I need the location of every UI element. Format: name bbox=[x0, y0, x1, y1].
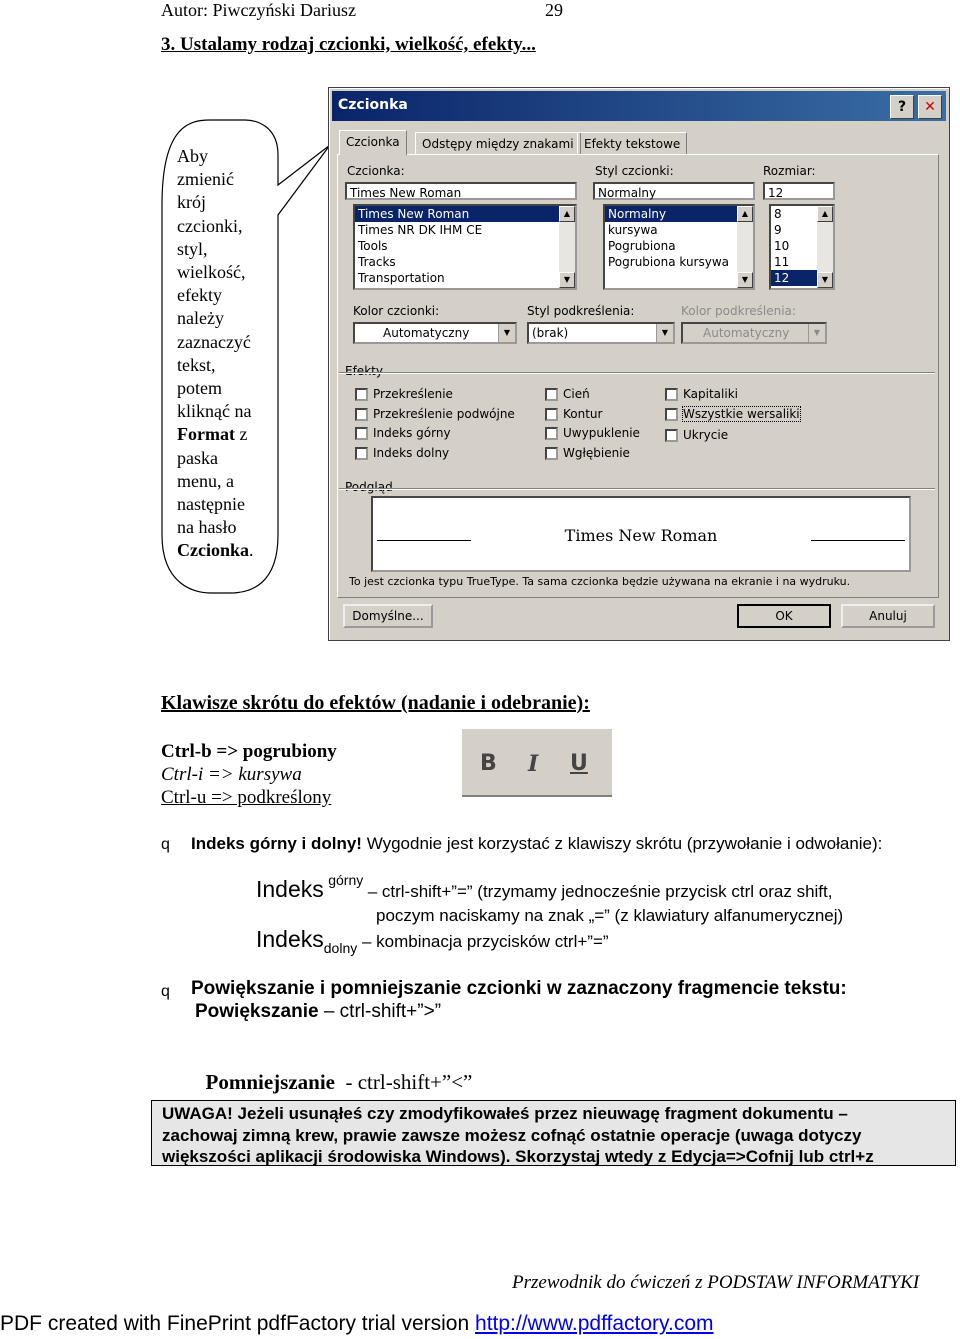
callout-line: tekst, bbox=[177, 354, 216, 375]
truetype-note: To jest czcionka typu TrueType. Ta sama czcionka będzie używana na ekranie i na wydruku. bbox=[349, 575, 851, 588]
effect-label: Ukrycie bbox=[683, 428, 729, 442]
color-select[interactable] bbox=[353, 322, 517, 344]
callout-fragment: . bbox=[249, 540, 254, 561]
superscript-desc2: poczym naciskamy na znak „=” (z klawiatury alfanumerycznej) bbox=[376, 906, 844, 925]
effects-divider bbox=[339, 372, 935, 374]
indexes-rest: Wygodnie jest korzystać z klawiszy skrótu (przywołanie i odwołanie): bbox=[361, 834, 883, 853]
pdf-link[interactable]: http://www.pdffactory.com bbox=[475, 1312, 714, 1335]
effect-label: Indeks górny bbox=[373, 426, 451, 440]
subscript-label: dolny bbox=[323, 940, 358, 956]
note-line: zachowaj zimną krew, prawie zawsze możesz cofnąć ostatnie operacje (uwaga dotyczy bbox=[162, 1125, 862, 1145]
effect-label: Wszystkie wersaliki bbox=[683, 407, 800, 421]
callout-line bbox=[177, 423, 273, 446]
footer-guide: Przewodnik do ćwiczeń z PODSTAW INFORMATYKI bbox=[512, 1272, 920, 1293]
double-strikethrough-checkbox[interactable] bbox=[355, 408, 368, 421]
callout-line: Aby bbox=[177, 146, 208, 166]
style-label: Styl czcionki: bbox=[595, 164, 674, 178]
underline-value: (brak) bbox=[532, 326, 569, 340]
list-item[interactable]: kursywa bbox=[608, 223, 658, 237]
callout-line: należy bbox=[177, 308, 224, 329]
callout-line bbox=[177, 539, 273, 562]
outline-checkbox[interactable] bbox=[545, 408, 558, 421]
shrink-line bbox=[195, 1045, 472, 1095]
preview-text: Times New Roman bbox=[564, 526, 718, 545]
index-word: Indeks bbox=[256, 876, 324, 902]
section-title: 3. Ustalamy rodzaj czcionki, wielkość, efekty... bbox=[161, 34, 536, 55]
tab-czcionka[interactable]: Czcionka bbox=[339, 130, 407, 155]
pdf-footer bbox=[0, 1312, 714, 1336]
scroll-up-icon[interactable]: ▲ bbox=[737, 206, 753, 222]
callout-line: na hasło bbox=[177, 517, 237, 538]
chevron-down-icon[interactable]: ▼ bbox=[808, 324, 825, 342]
format-toolbar bbox=[462, 728, 612, 797]
bold-button[interactable]: B bbox=[480, 751, 497, 776]
effect-label: Uwypuklenie bbox=[563, 426, 640, 440]
note-line: UWAGA! Jeżeli usunąłeś czy zmodyfikowałeś przez nieuwagę fragment dokumentu – bbox=[162, 1104, 848, 1123]
bullet-icon: q bbox=[161, 983, 170, 1000]
close-button[interactable]: ✕ bbox=[918, 95, 942, 119]
effect-label: Przekreślenie podwójne bbox=[373, 407, 515, 421]
effect-label: Kapitaliki bbox=[683, 387, 738, 401]
superscript-label: górny bbox=[328, 872, 364, 888]
emboss-checkbox[interactable] bbox=[545, 427, 558, 440]
preview-box bbox=[371, 496, 911, 572]
enlarge-line bbox=[195, 1001, 441, 1023]
callout-text bbox=[177, 145, 273, 563]
chevron-down-icon[interactable]: ▼ bbox=[656, 324, 673, 342]
callout-line: potem bbox=[177, 378, 222, 399]
callout-line: wielkość, bbox=[177, 262, 246, 283]
list-item[interactable]: Transportation bbox=[358, 271, 445, 285]
subscript-desc: – kombinacja przycisków ctrl+”=” bbox=[357, 932, 609, 951]
ok-button[interactable]: OK bbox=[737, 604, 831, 628]
style-list[interactable] bbox=[603, 204, 755, 290]
chevron-down-icon[interactable]: ▼ bbox=[498, 324, 515, 342]
font-list[interactable] bbox=[353, 204, 577, 290]
shrink-shortcut: - ctrl-shift+”<” bbox=[334, 1070, 473, 1094]
effect-label: Przekreślenie bbox=[373, 387, 453, 401]
font-label: Czcionka: bbox=[347, 164, 405, 178]
superscript-desc: – ctrl-shift+”=” (trzymamy jednocześnie przycisk ctrl oraz shift, bbox=[367, 882, 833, 901]
callout-line: styl, bbox=[177, 238, 208, 259]
shadow-checkbox[interactable] bbox=[545, 388, 558, 401]
scroll-down-icon[interactable]: ▼ bbox=[559, 272, 575, 288]
cancel-button[interactable]: Anuluj bbox=[841, 604, 935, 628]
underline-label: Styl podkreślenia: bbox=[527, 304, 635, 318]
tab-efekty-tekstowe[interactable]: Efekty tekstowe bbox=[577, 132, 687, 155]
strikethrough-checkbox[interactable] bbox=[355, 388, 368, 401]
help-button[interactable]: ? bbox=[890, 95, 914, 119]
callout-fragment: z bbox=[234, 424, 248, 445]
default-button[interactable]: Domyślne... bbox=[343, 604, 433, 628]
scroll-down-icon[interactable]: ▼ bbox=[817, 272, 833, 288]
size-label: Rozmiar: bbox=[763, 164, 816, 178]
effects-label: Efekty bbox=[345, 364, 383, 378]
enlarge-shortcut: – ctrl-shift+”>” bbox=[318, 1001, 442, 1022]
small-caps-checkbox[interactable] bbox=[665, 388, 678, 401]
indexes-bold: Indeks górny i dolny! bbox=[191, 834, 362, 853]
underline-color-select[interactable] bbox=[681, 322, 827, 344]
effect-label: Kontur bbox=[563, 407, 603, 421]
list-item[interactable]: Tools bbox=[358, 239, 388, 253]
note-line: większości aplikacji środowiska Windows). Skorzystaj wtedy z Edycja=>Cofnij lub ctrl+z bbox=[162, 1147, 874, 1166]
callout-line: zmienić bbox=[177, 169, 234, 190]
index-word: Indeks bbox=[256, 926, 324, 952]
color-value: Automatyczny bbox=[383, 326, 470, 340]
scroll-down-icon[interactable]: ▼ bbox=[737, 272, 753, 288]
engrave-checkbox[interactable] bbox=[545, 447, 558, 460]
shortcut-italic: Ctrl-i => kursywa bbox=[161, 764, 302, 785]
size-list[interactable] bbox=[769, 204, 835, 290]
pdf-note: PDF created with FinePrint pdfFactory trial version bbox=[0, 1312, 476, 1335]
page-number: 29 bbox=[545, 0, 563, 20]
subscript-line bbox=[256, 926, 609, 956]
font-dialog bbox=[328, 87, 950, 641]
list-item[interactable]: Times NR DK IHM CE bbox=[358, 223, 483, 237]
superscript-line bbox=[256, 872, 833, 903]
list-item[interactable]: 9 bbox=[774, 223, 782, 237]
shrink-label: Pomniejszanie bbox=[205, 1070, 335, 1094]
enlarge-label: Powiększanie bbox=[195, 1001, 319, 1022]
format-word: Format bbox=[177, 424, 235, 445]
subscript-checkbox[interactable] bbox=[355, 447, 368, 460]
italic-button[interactable]: I bbox=[528, 751, 539, 777]
scroll-up-icon[interactable]: ▲ bbox=[559, 206, 575, 222]
size-input[interactable]: 12 bbox=[763, 182, 835, 200]
callout-line: czcionki, bbox=[177, 215, 243, 236]
list-item[interactable]: Times New Roman bbox=[355, 206, 575, 222]
dialog-title: Czcionka bbox=[338, 97, 408, 113]
zoom-heading: Powiększanie i pomniejszanie czcionki w zaznaczony fragmencie tekstu: bbox=[191, 978, 847, 999]
hidden-checkbox[interactable] bbox=[665, 429, 678, 442]
list-item[interactable]: Pogrubiona bbox=[608, 239, 676, 253]
superscript-checkbox[interactable] bbox=[355, 427, 368, 440]
callout-line: kliknąć na bbox=[177, 401, 252, 422]
font-input[interactable]: Times New Roman bbox=[345, 182, 577, 200]
preview-divider bbox=[339, 488, 935, 490]
tab-odstepy[interactable]: Odstępy między znakami bbox=[415, 132, 581, 155]
dialog-titlebar bbox=[332, 91, 946, 121]
shortcut-bold: Ctrl-b => pogrubiony bbox=[161, 741, 337, 762]
callout-line: krój bbox=[177, 192, 206, 213]
list-item[interactable]: 8 bbox=[774, 207, 782, 221]
warning-note bbox=[151, 1100, 956, 1166]
effect-label: Wgłębienie bbox=[563, 446, 630, 460]
color-label: Kolor czcionki: bbox=[353, 304, 440, 318]
indexes-intro bbox=[191, 834, 882, 854]
underline-button[interactable]: U bbox=[570, 751, 588, 776]
list-item[interactable]: Pogrubiona kursywa bbox=[608, 255, 730, 269]
all-caps-checkbox[interactable] bbox=[665, 408, 678, 421]
list-item[interactable]: 10 bbox=[774, 239, 790, 253]
effect-label: Indeks dolny bbox=[373, 446, 450, 460]
underline-color-label: Kolor podkreślenia: bbox=[681, 304, 796, 318]
effect-label: Cień bbox=[563, 387, 590, 401]
scroll-up-icon[interactable]: ▲ bbox=[817, 206, 833, 222]
preview-label: Podgląd bbox=[345, 480, 393, 494]
shortcut-underline: Ctrl-u => podkreślony bbox=[161, 787, 332, 808]
shortcuts-heading: Klawisze skrótu do efektów (nadanie i odebranie): bbox=[161, 692, 590, 714]
list-item[interactable]: Normalny bbox=[605, 206, 753, 222]
callout-line: paska bbox=[177, 447, 218, 468]
callout-line: zaznaczyć bbox=[177, 331, 251, 352]
czcionka-word: Czcionka bbox=[177, 540, 249, 561]
bullet-icon: q bbox=[161, 836, 170, 853]
callout-line: menu, a bbox=[177, 470, 234, 491]
callout-line: efekty bbox=[177, 285, 222, 306]
list-item[interactable]: Tracks bbox=[358, 255, 396, 269]
author-header: Autor: Piwczyński Dariusz bbox=[161, 0, 356, 20]
underline-select[interactable] bbox=[527, 322, 675, 344]
callout-line: następnie bbox=[177, 494, 245, 515]
underline-color-value: Automatyczny bbox=[703, 326, 790, 340]
style-input[interactable]: Normalny bbox=[593, 182, 755, 200]
list-item[interactable]: 11 bbox=[774, 255, 790, 269]
list-item[interactable]: 12 bbox=[771, 270, 833, 286]
